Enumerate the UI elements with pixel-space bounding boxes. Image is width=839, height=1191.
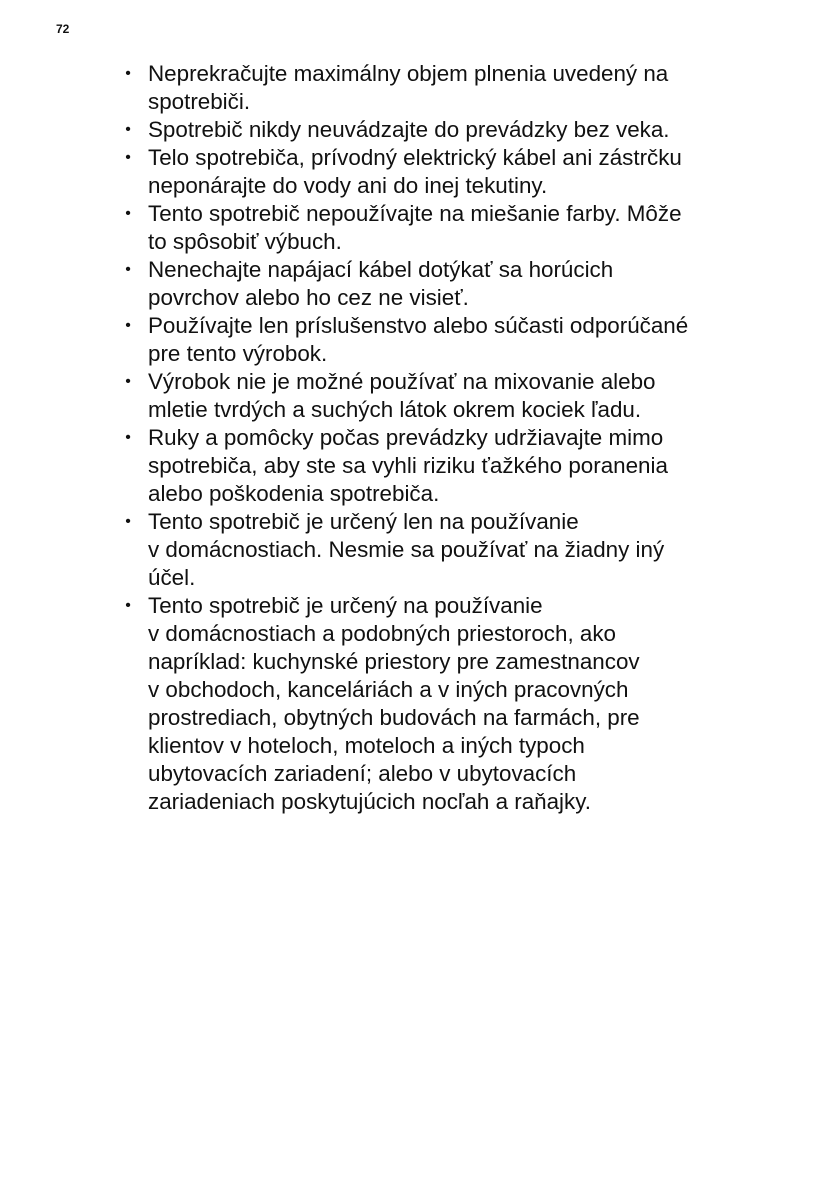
bullet-text-line: spotrebiči. — [148, 89, 251, 114]
bullet-text-line: Neprekračujte maximálny objem plnenia uvedený na — [148, 61, 669, 86]
bullet-text-line: Ruky a pomôcky počas prevádzky udržiavajte mimo — [148, 425, 664, 450]
bullet-text-line: Nenechajte napájací kábel dotýkať sa horúcich — [148, 257, 614, 282]
bullet-text-line: Tento spotrebič nepoužívajte na miešanie farby. Môže — [148, 201, 682, 226]
page-number: 72 — [56, 22, 70, 36]
bullet-item — [120, 312, 820, 368]
bullet-text-line: v domácnostiach a podobných priestoroch, ako — [148, 621, 616, 646]
bullet-text-line: Telo spotrebiča, prívodný elektrický kábel ani zástrčku — [148, 145, 682, 170]
bullet-text-line: neponárajte do vody ani do inej tekutiny. — [148, 173, 548, 198]
bullet-text-line: Používajte len príslušenstvo alebo súčasti odporúčané — [148, 313, 689, 338]
bullet-text-line: klientov v hoteloch, moteloch a iných typoch — [148, 733, 585, 758]
bullet-text-line: ubytovacích zariadení; alebo v ubytovacích — [148, 761, 577, 786]
bullet-text-line: v domácnostiach. Nesmie sa používať na žiadny iný — [148, 537, 665, 562]
bullet-text-line: to spôsobiť výbuch. — [148, 229, 342, 254]
bullet-item — [120, 200, 820, 256]
bullet-dot-icon: • — [125, 429, 131, 446]
bullet-item — [120, 424, 820, 508]
bullet-text-line: účel. — [148, 565, 196, 590]
bullet-text-line: Tento spotrebič je určený len na používanie — [148, 509, 579, 534]
bullet-text-line: v obchodoch, kanceláriách a v iných pracovných — [148, 677, 629, 702]
bullet-dot-icon: • — [125, 149, 131, 166]
bullet-text-line: spotrebiča, aby ste sa vyhli riziku ťažkého poranenia — [148, 453, 668, 478]
bullet-item — [120, 256, 820, 312]
bullet-item — [120, 60, 820, 116]
bullet-item — [120, 116, 820, 144]
bullet-text-line: zariadeniach poskytujúcich nocľah a raňajky. — [148, 789, 591, 814]
bullet-text-line: Tento spotrebič je určený na používanie — [148, 593, 543, 618]
bullet-item — [120, 508, 820, 592]
bullet-text-line: Spotrebič nikdy neuvádzajte do prevádzky bez veka. — [148, 117, 670, 142]
bullet-text-line: mletie tvrdých a suchých látok okrem kociek ľadu. — [148, 397, 642, 422]
bullet-dot-icon: • — [125, 317, 131, 334]
bullet-dot-icon: • — [125, 373, 131, 390]
bullet-item — [120, 592, 820, 816]
bullet-dot-icon: • — [125, 205, 131, 222]
bullet-dot-icon: • — [125, 261, 131, 278]
bullet-item — [120, 144, 820, 200]
bullet-dot-icon: • — [125, 597, 131, 614]
bullet-dot-icon: • — [125, 513, 131, 530]
bullet-text-line: pre tento výrobok. — [148, 341, 328, 366]
bullet-text-line: Výrobok nie je možné používať na mixovanie alebo — [148, 369, 656, 394]
bullet-dot-icon: • — [125, 121, 131, 138]
bullet-text-line: prostrediach, obytných budovách na farmách, pre — [148, 705, 640, 730]
safety-bullet-list — [120, 60, 820, 816]
bullet-item — [120, 368, 820, 424]
bullet-text-line: povrchov alebo ho cez ne visieť. — [148, 285, 469, 310]
bullet-dot-icon: • — [125, 65, 131, 82]
bullet-text-line: alebo poškodenia spotrebiča. — [148, 481, 440, 506]
bullet-text-line: napríklad: kuchynské priestory pre zamestnancov — [148, 649, 640, 674]
